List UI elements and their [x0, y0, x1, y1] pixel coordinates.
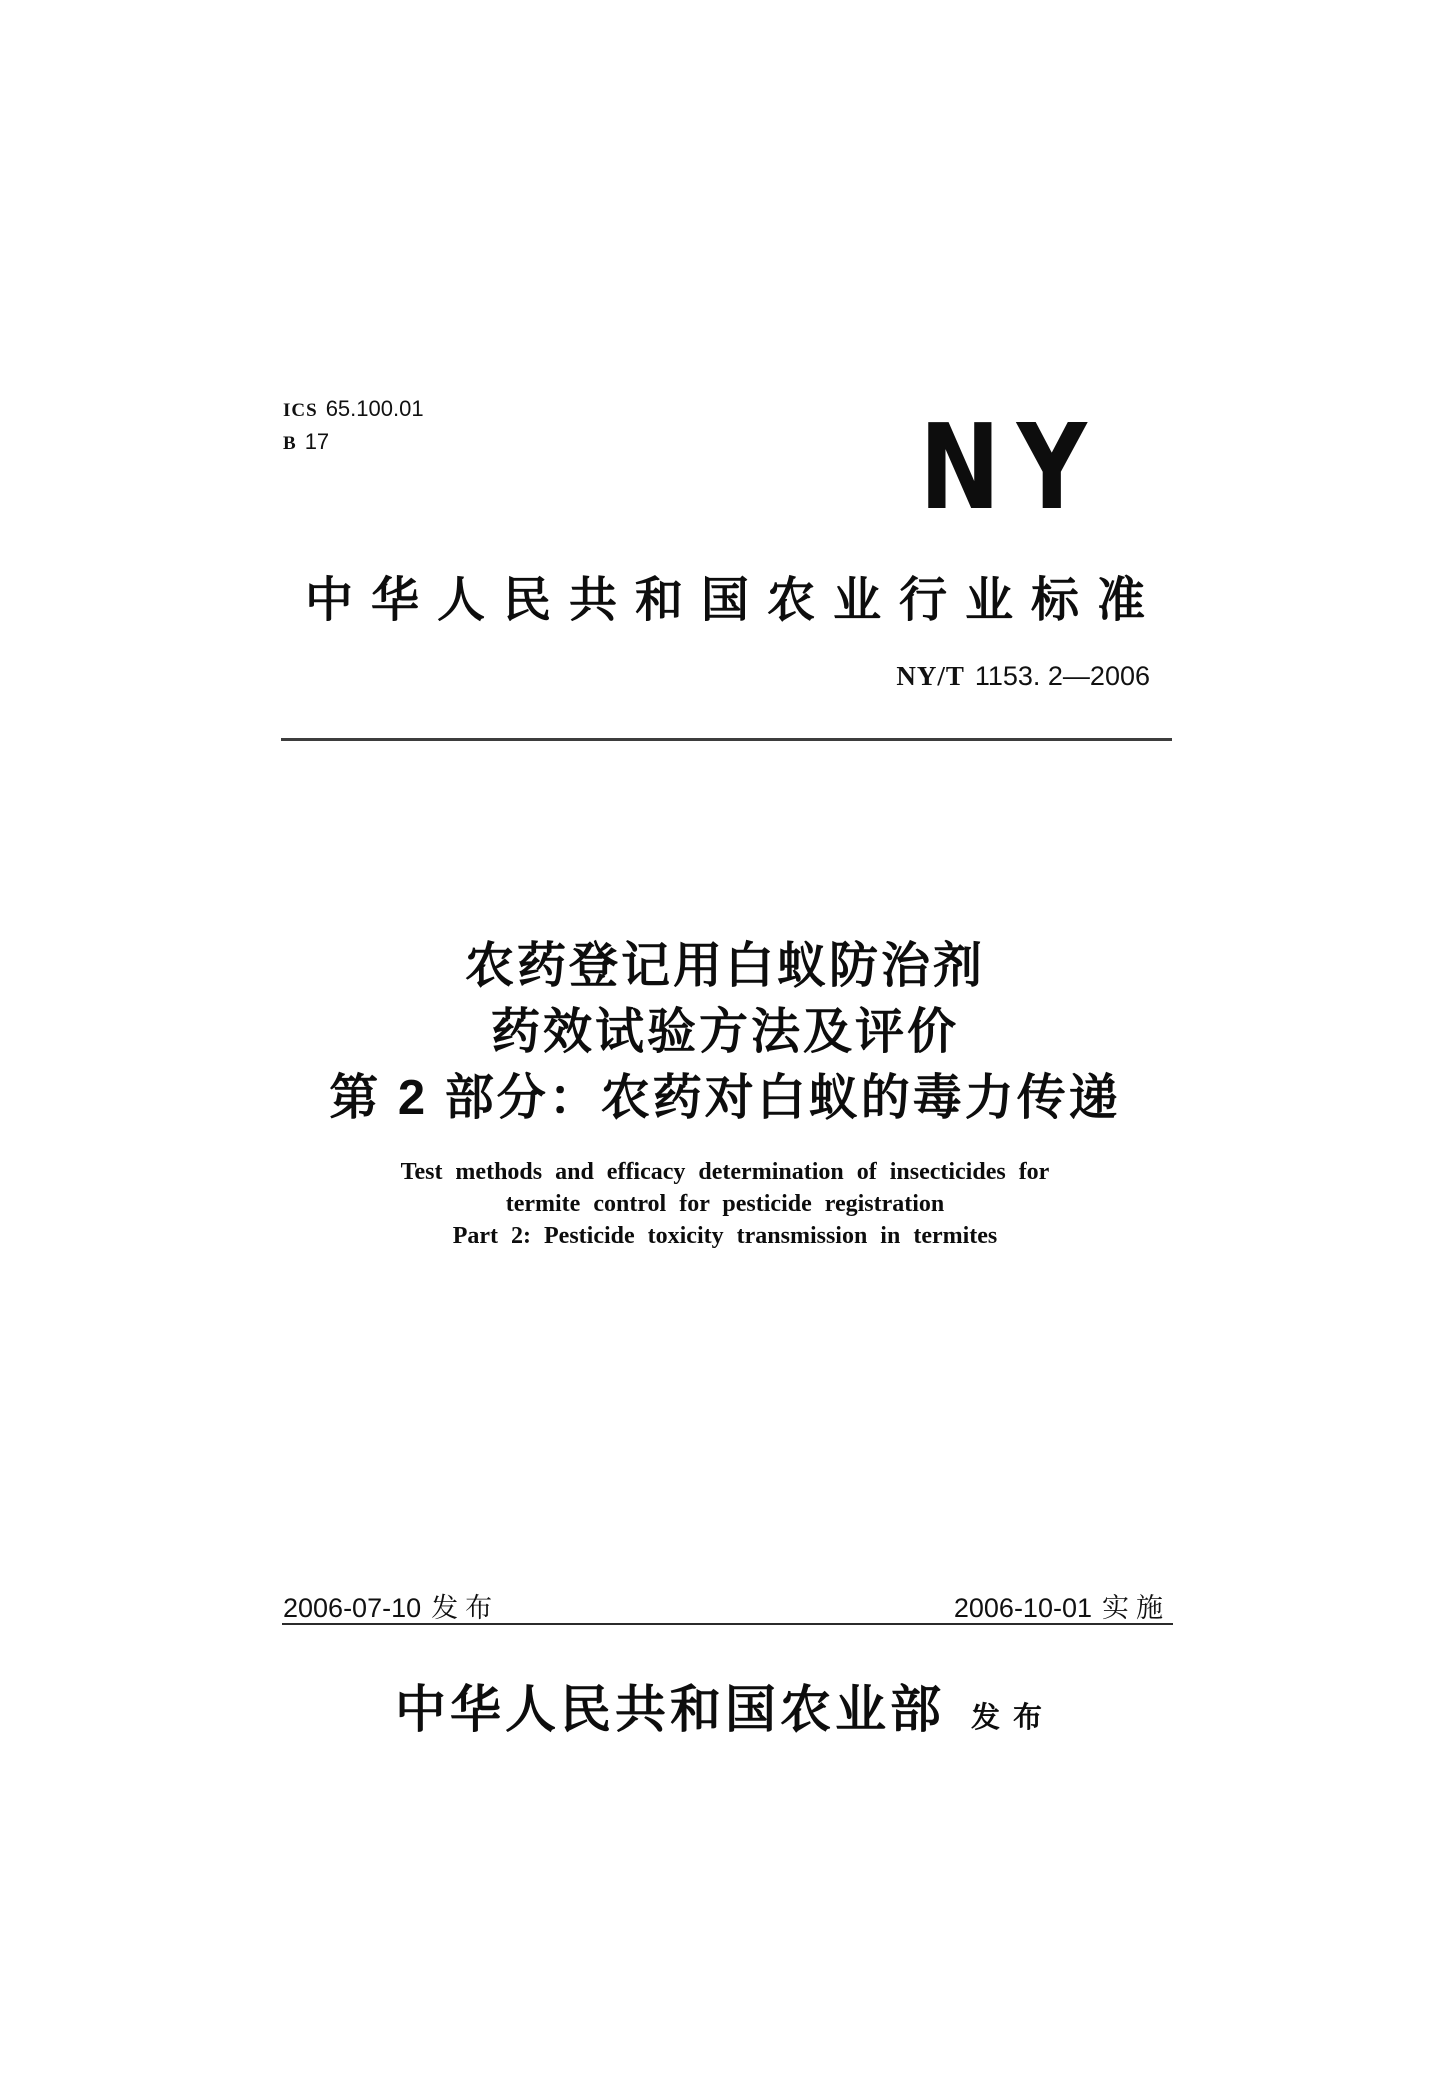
ics-code: 65.100.01: [325, 396, 424, 421]
header-divider-line: [281, 738, 1172, 741]
standard-category-title: 中华人民共和国农业行业标准: [304, 574, 1163, 627]
date-row: [283, 1594, 1170, 1624]
issue-date: 2006-07-10: [283, 1593, 422, 1623]
main-title-line-2: 药效试验方法及评价: [490, 1005, 959, 1059]
class-label: B: [283, 433, 297, 454]
implement-label: 实施: [1102, 1593, 1170, 1623]
english-title-line-1: Test methods and efficacy determination of insecticides for: [400, 1159, 1050, 1185]
publish-label: 发布: [971, 1702, 1056, 1734]
main-title-line-1: 农药登记用白蚁防治剂: [464, 939, 985, 993]
main-title-line-3: 第 2 部分：农药对白蚁的毒力传递: [329, 1071, 1121, 1125]
implement-date-block: [954, 1594, 1170, 1624]
standard-number-value: 1153. 2—2006: [974, 661, 1150, 691]
main-title-english: [0, 1156, 1450, 1252]
standard-number: [896, 662, 1150, 692]
publisher-row: [0, 1683, 1450, 1739]
english-title-line-3: Part 2: Pesticide toxicity transmission in termites: [452, 1223, 998, 1249]
ics-label: ICS: [283, 400, 318, 421]
classification-block: [283, 394, 424, 460]
ics-line: [283, 394, 424, 427]
main-title-chinese: [0, 933, 1450, 1131]
class-code: 17: [304, 429, 330, 454]
standard-number-prefix: NY/T: [896, 661, 965, 691]
issue-date-block: [283, 1594, 499, 1624]
ny-logo: NY: [919, 398, 1103, 536]
publisher-name: 中华人民共和国农业部: [394, 1683, 945, 1739]
english-title-line-2: termite control for pesticide registration: [505, 1191, 945, 1217]
implement-date: 2006-10-01: [953, 1593, 1092, 1623]
footer-divider-line: [282, 1623, 1173, 1625]
issue-label: 发布: [431, 1593, 500, 1623]
class-line: [283, 427, 424, 460]
